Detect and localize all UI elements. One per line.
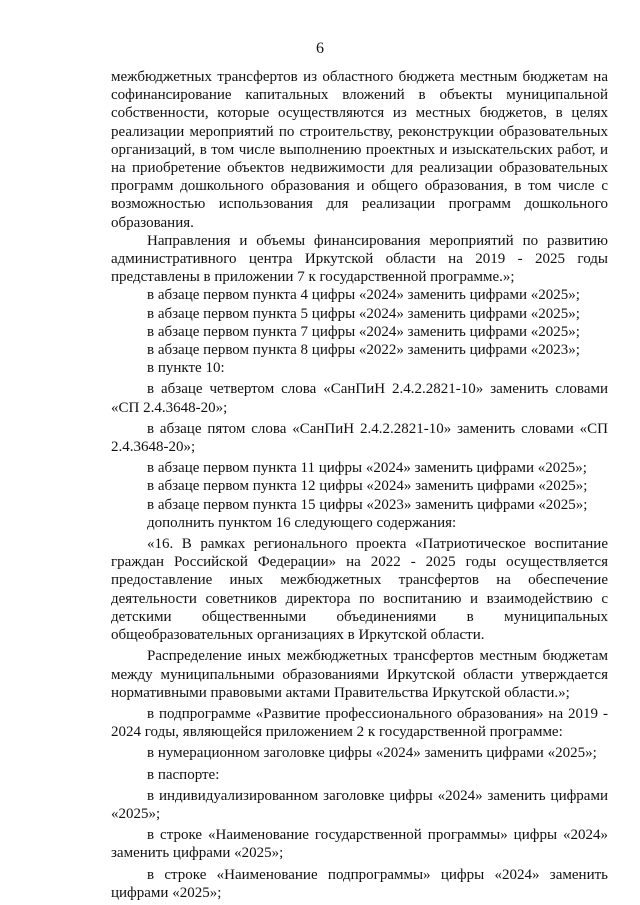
paragraph-financing-directions: Направления и объемы финансирования мероприятий по развитию административного центра Иркутской области на 2019 - 2025 годы представлены в приложении 7 к государственной программе.»; xyxy=(111,232,608,286)
page-number: 6 xyxy=(316,40,324,57)
paragraph-amend-item-15: в абзаце первом пункта 15 цифры «2023» заменить цифрами «2025»; xyxy=(147,496,588,513)
paragraph-amend-item-5: в абзаце первом пункта 5 цифры «2024» заменить цифрами «2025»; xyxy=(147,305,580,322)
paragraph-item-10-fifth: в абзаце пятом слова «СанПиН 2.4.2.2821-10» заменить словами «СП 2.4.3648-20»; xyxy=(111,420,608,456)
paragraph-item-10: в пункте 10: xyxy=(147,360,225,377)
paragraph-transfers-continuation: межбюджетных трансфертов из областного бюджета местным бюджетам на софинансирование капитальных вложений в объекты муниципальной собственности, которые осуществляются из местных бюджетов, в целях реализации мероприятий по строительству, реконструкции образовательных организаций, в том числе выполнению проектных и изыскательских работ, и на приобретение объектов недвижимости для реализации образовательных программ дошкольного образования и общего образования, в том числе с возможностью использования для реализации программ дошкольного образования. xyxy=(111,69,608,231)
paragraph-individual-heading: в индивидуализированном заголовке цифры «2024» заменить цифрами «2025»; xyxy=(111,787,608,822)
paragraph-passport: в паспорте: xyxy=(147,766,220,783)
paragraph-numbering-heading: в нумерационном заголовке цифры «2024» заменить цифрами «2025»; xyxy=(147,745,597,762)
paragraph-distribution: Распределение иных межбюджетных трансфертов местным бюджетам между муниципальными образованиями Иркутской области утверждается нормативными правовыми актами Правительства Иркутской области.»; xyxy=(111,648,608,701)
document-body xyxy=(111,68,608,902)
paragraph-amend-item-8: в абзаце первом пункта 8 цифры «2022» заменить цифрами «2023»; xyxy=(147,342,580,359)
paragraph-amend-item-12: в абзаце первом пункта 12 цифры «2024» заменить цифрами «2025»; xyxy=(147,478,588,495)
paragraph-subprogram-vocational: в подпрограмме «Развитие профессионального образования» на 2019 - 2024 годы, являющейся приложением 2 к государственной программе: xyxy=(111,705,608,741)
paragraph-amend-item-4: в абзаце первом пункта 4 цифры «2024» заменить цифрами «2025»; xyxy=(147,287,580,304)
paragraph-row-subprogram-name: в строке «Наименование подпрограммы» цифры «2024» заменить цифрами «2025»; xyxy=(111,866,608,901)
paragraph-item-10-fourth: в абзаце четвертом слова «СанПиН 2.4.2.2821-10» заменить словами «СП 2.4.3648-20»; xyxy=(111,381,608,416)
paragraph-add-item-16: дополнить пунктом 16 следующего содержания: xyxy=(147,514,457,531)
paragraph-row-program-name: в строке «Наименование государственной программы» цифры «2024» заменить цифрами «2025»; xyxy=(111,827,608,862)
paragraph-amend-item-11: в абзаце первом пункта 11 цифры «2024» заменить цифрами «2025»; xyxy=(147,460,587,477)
paragraph-item-16-text: «16. В рамках регионального проекта «Патриотическое воспитание граждан Российской Федерации» на 2022 - 2025 годы осуществляется предоставление иных межбюджетных трансфертов на обеспечение деятельности советников директора по воспитанию и взаимодействию с детскими общественными объединениями в муниципальных общеобразовательных организациях в Иркутской области. xyxy=(111,536,608,644)
paragraph-amend-item-7: в абзаце первом пункта 7 цифры «2024» заменить цифрами «2025»; xyxy=(147,323,580,340)
